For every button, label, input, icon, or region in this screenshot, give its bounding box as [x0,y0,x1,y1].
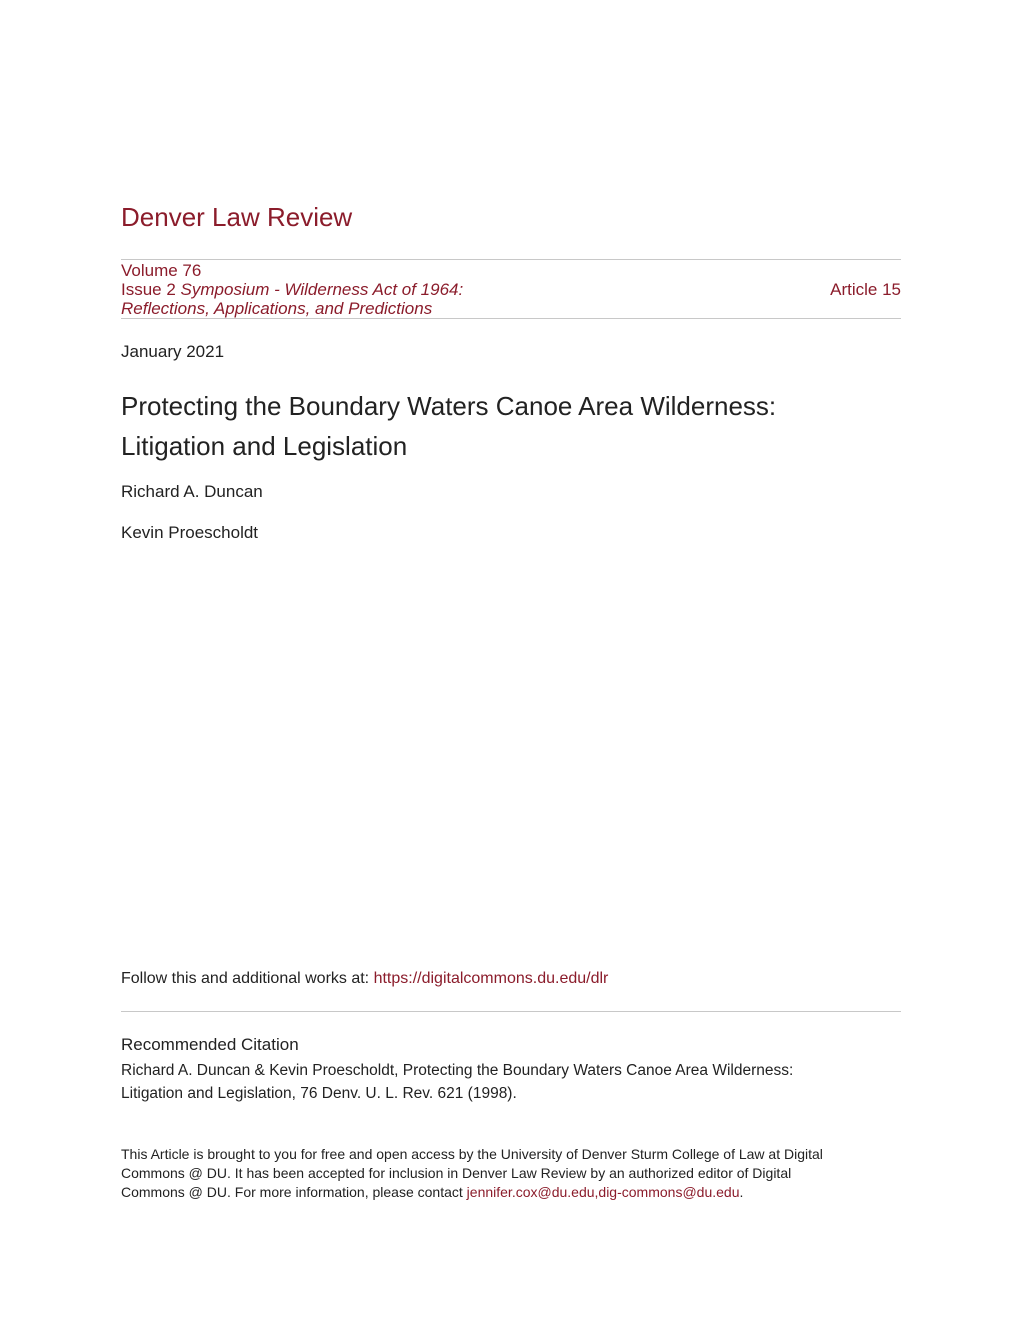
publication-date: January 2021 [121,342,225,361]
follow-label: Follow this and additional works at: [121,970,374,987]
top-divider [121,259,901,260]
access-notice [121,1145,901,1202]
notice-line2: Commons @ DU. It has been accepted for inclusion in Denver Law Review by an authorized editor of Digital [121,1165,792,1181]
contact-email-link[interactable]: jennifer.cox@du.edu,dig-commons@du.edu [466,1184,740,1200]
author-name: Richard A. Duncan [121,482,263,501]
citation-text [121,1059,881,1105]
citation-heading: Recommended Citation [121,1035,299,1054]
symposium-title-line1[interactable]: Symposium - Wilderness Act of 1964: [180,280,464,299]
citation-divider [121,1011,901,1012]
article-title [121,386,901,466]
citation-line1: Richard A. Duncan & Kevin Proescholdt, Protecting the Boundary Waters Canoe Area Wilderness: [121,1062,794,1079]
issue-info [121,261,901,318]
issue-divider [121,318,901,319]
article-number[interactable]: Article 15 [830,280,901,299]
citation-line2: Litigation and Legislation, 76 Denv. U. L. Rev. 621 (1998). [121,1085,517,1102]
follow-line [121,970,608,988]
issue-line[interactable] [121,280,901,299]
repository-link[interactable]: https://digitalcommons.du.edu/dlr [373,970,609,987]
notice-line3 [121,1183,901,1202]
journal-title[interactable]: Denver Law Review [121,202,353,232]
volume-link[interactable]: Volume 76 [121,261,202,280]
author-name: Kevin Proescholdt [121,523,259,542]
symposium-title-line2[interactable]: Reflections, Applications, and Predictions [121,299,433,318]
notice-contact-prefix: Commons @ DU. For more information, please contact [121,1184,467,1200]
notice-suffix: . [739,1184,744,1200]
notice-line1: This Article is brought to you for free and open access by the University of Denver Sturm College of Law at Digital [121,1146,823,1162]
issue-number[interactable]: Issue 2 [121,280,176,299]
article-title-line2: Litigation and Legislation [121,431,408,461]
article-title-line1: Protecting the Boundary Waters Canoe Area Wilderness: [121,391,777,421]
